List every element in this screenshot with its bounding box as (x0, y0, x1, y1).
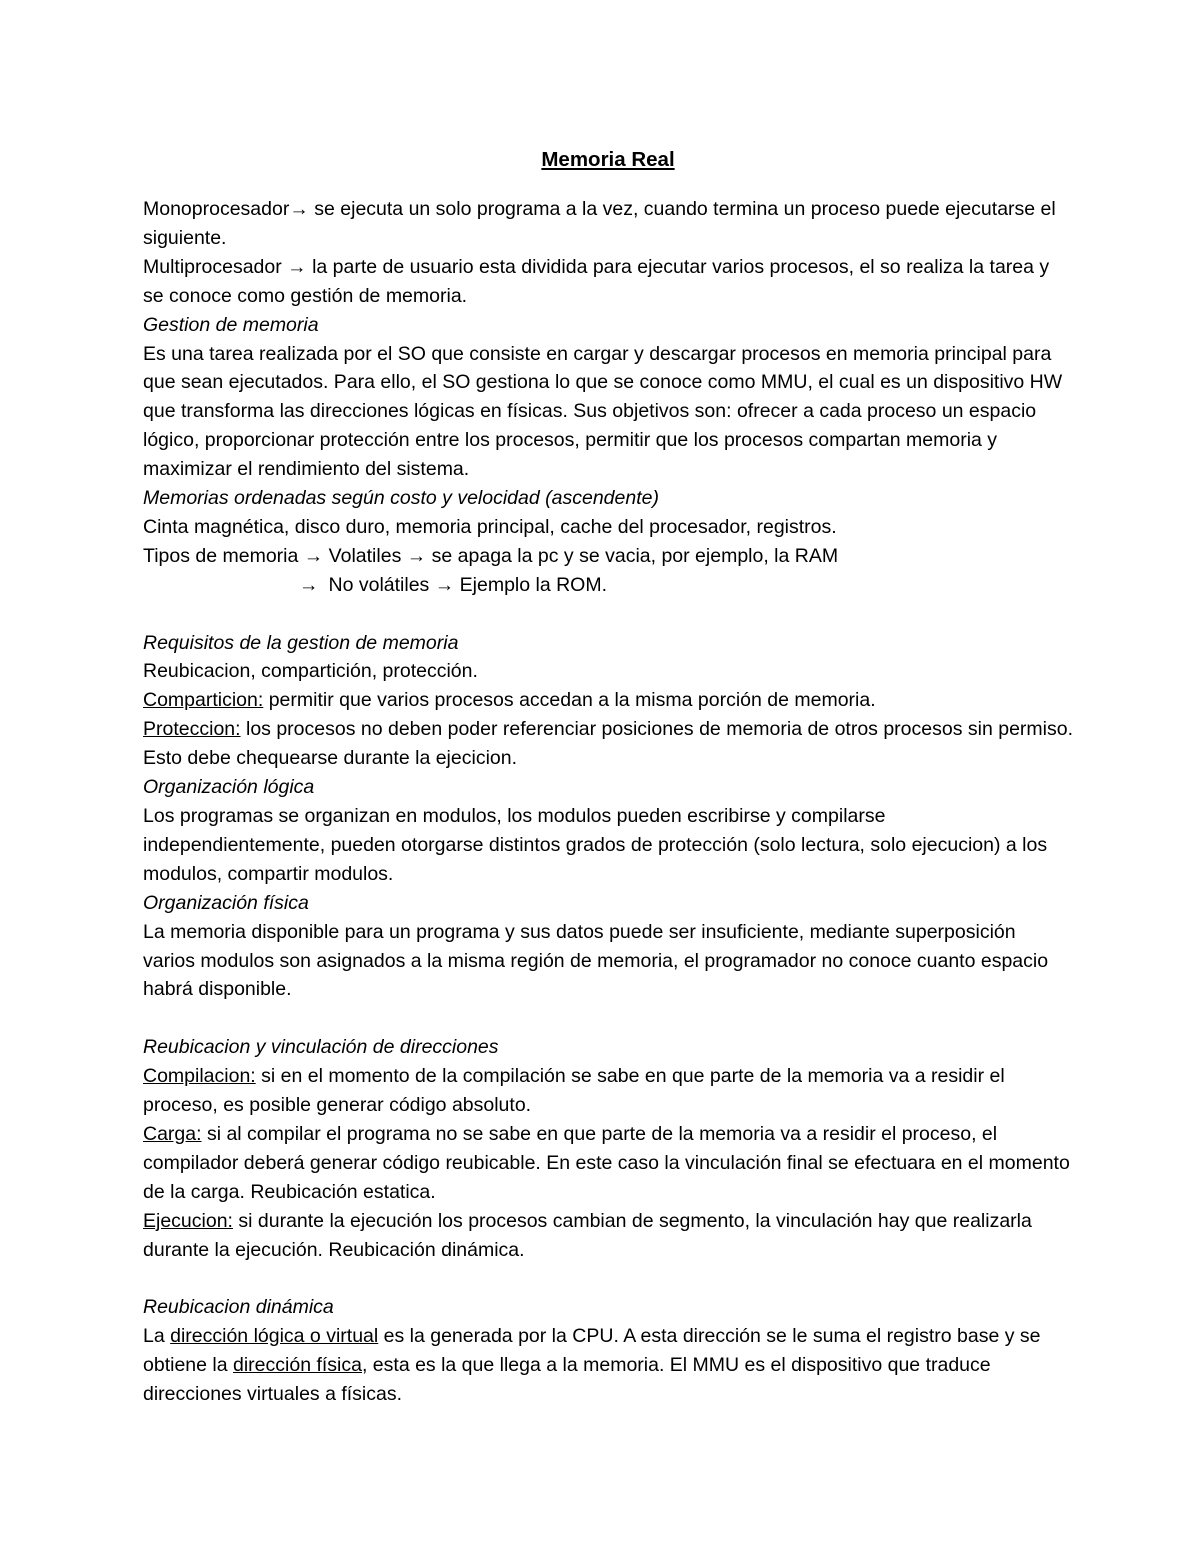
blank-line (143, 600, 1073, 629)
gestion-text: Es una tarea realizada por el SO que consiste en cargar y descargar procesos en memoria principal para que sean ejecutados. Para ello, el SO gestiona lo que se conoce como MMU, el cual es un dispositivo HW que transforma las direcciones lógicas en físicas. Sus objetivos son: ofrecer a cada proceso un espacio lógico, proporcionar protección entre los procesos, permitir que los procesos compartan memoria y maximizar el rendimiento del sistema. (143, 342, 1063, 481)
mono-text: se ejecuta un solo programa a la vez, cuando termina un proceso puede ejecutarse el siguiente. (143, 198, 1056, 249)
arrow-icon: → (434, 573, 455, 596)
no-volatiles-label: No volátiles (328, 573, 435, 596)
arrow-icon: → (406, 544, 427, 567)
dinamica-text-2: es la generada por la CPU. A esta dirección se le suma el registro base y se obtiene la (143, 1325, 1041, 1377)
no-volatiles-text: Ejemplo la ROM. (454, 573, 608, 596)
arrow-icon: → (287, 255, 307, 278)
direccion-fisica-term: dirección física (233, 1354, 362, 1377)
arrow-icon: → (289, 198, 309, 220)
gestion-heading: Gestion de memoria (143, 313, 319, 336)
ejecucion-paragraph (143, 1207, 1073, 1265)
mono-paragraph (143, 195, 1073, 253)
carga-paragraph (143, 1120, 1073, 1207)
dinamica-text-3: , esta es la que llega a la memoria. El MMU es el dispositivo que traduce direcciones virtuales a físicas. (143, 1354, 991, 1406)
tipos-label: Tipos de memoria (143, 544, 304, 567)
compilacion-paragraph (143, 1062, 1073, 1120)
proteccion-paragraph (143, 715, 1073, 773)
dinamica-text-1: La (143, 1325, 171, 1348)
carga-text: si al compilar el programa no se sabe en que parte de la memoria va a residir el proceso, el compilador deberá generar código reubicable. En este caso la vinculación final se efectuara en el momento de la carga. Reubicación estatica. (143, 1122, 1070, 1203)
memorias-heading: Memorias ordenadas según costo y velocidad (ascendente) (143, 487, 659, 510)
direccion-logica-term: dirección lógica o virtual (170, 1325, 379, 1348)
comparticion-paragraph (143, 686, 1073, 715)
dinamica-heading: Reubicacion dinámica (143, 1296, 334, 1319)
document-title: Memoria Real (541, 148, 675, 171)
requisitos-heading: Requisitos de la gestion de memoria (143, 631, 459, 654)
ejecucion-text: si durante la ejecución los procesos cambian de segmento, la vinculación hay que realizarla durante la ejecución. Reubicación dinámica. (143, 1209, 1032, 1261)
dinamica-paragraph (143, 1322, 1073, 1409)
blank-line (143, 1265, 1073, 1294)
tipos-line (143, 542, 1073, 571)
multi-label: Multiprocesador (143, 255, 288, 278)
proteccion-label: Proteccion: (143, 718, 241, 741)
tipos-volatiles: Volatiles (323, 544, 407, 567)
comparticion-text: permitir que varios procesos accedan a la misma porción de memoria. (263, 689, 876, 712)
no-volatiles-line (143, 571, 1073, 600)
org-logica-text: Los programas se organizan en modulos, los modulos pueden escribirse y compilarse independientemente, pueden otorgarse distintos grados de protección (solo lectura, solo ejecucion) a los modulos, compartir modulos. (143, 805, 1048, 885)
bullet-arrow-icon: → (299, 573, 319, 596)
blank-line (143, 1004, 1073, 1033)
multi-text: la parte de usuario esta dividida para ejecutar varios procesos, el so realiza la tarea y se conoce como gestión de memoria. (143, 255, 1050, 307)
compilacion-label: Compilacion: (143, 1065, 256, 1088)
multi-paragraph (143, 253, 1073, 311)
ejecucion-label: Ejecucion: (143, 1209, 233, 1232)
carga-label: Carga: (143, 1122, 202, 1145)
tipos-volatiles-text: se apaga la pc y se vacia, por ejemplo, la RAM (426, 544, 839, 567)
comparticion-label: Comparticion: (143, 689, 264, 712)
org-fisica-heading: Organización física (143, 891, 309, 914)
arrow-icon: → (303, 544, 324, 567)
org-fisica-text: La memoria disponible para un programa y sus datos puede ser insuficiente, mediante superposición varios modulos son asignados a la misma región de memoria, el programador no conoce cuanto espacio habrá disponible. (143, 920, 1049, 1001)
proteccion-text: los procesos no deben poder referenciar posiciones de memoria de otros procesos sin permiso. Esto debe chequearse durante la ejecicion. (143, 718, 1073, 770)
memorias-text: Cinta magnética, disco duro, memoria principal, cache del procesador, registros. (143, 515, 837, 538)
requisitos-text: Reubicacion, compartición, protección. (143, 660, 478, 683)
reubicacion-heading: Reubicacion y vinculación de direcciones (143, 1036, 499, 1059)
org-logica-heading: Organización lógica (143, 776, 315, 799)
mono-label: Monoprocesador (143, 198, 290, 220)
compilacion-text: si en el momento de la compilación se sabe en que parte de la memoria va a residir el proceso, es posible generar código absoluto. (143, 1065, 1005, 1117)
document-page (143, 143, 1073, 1409)
